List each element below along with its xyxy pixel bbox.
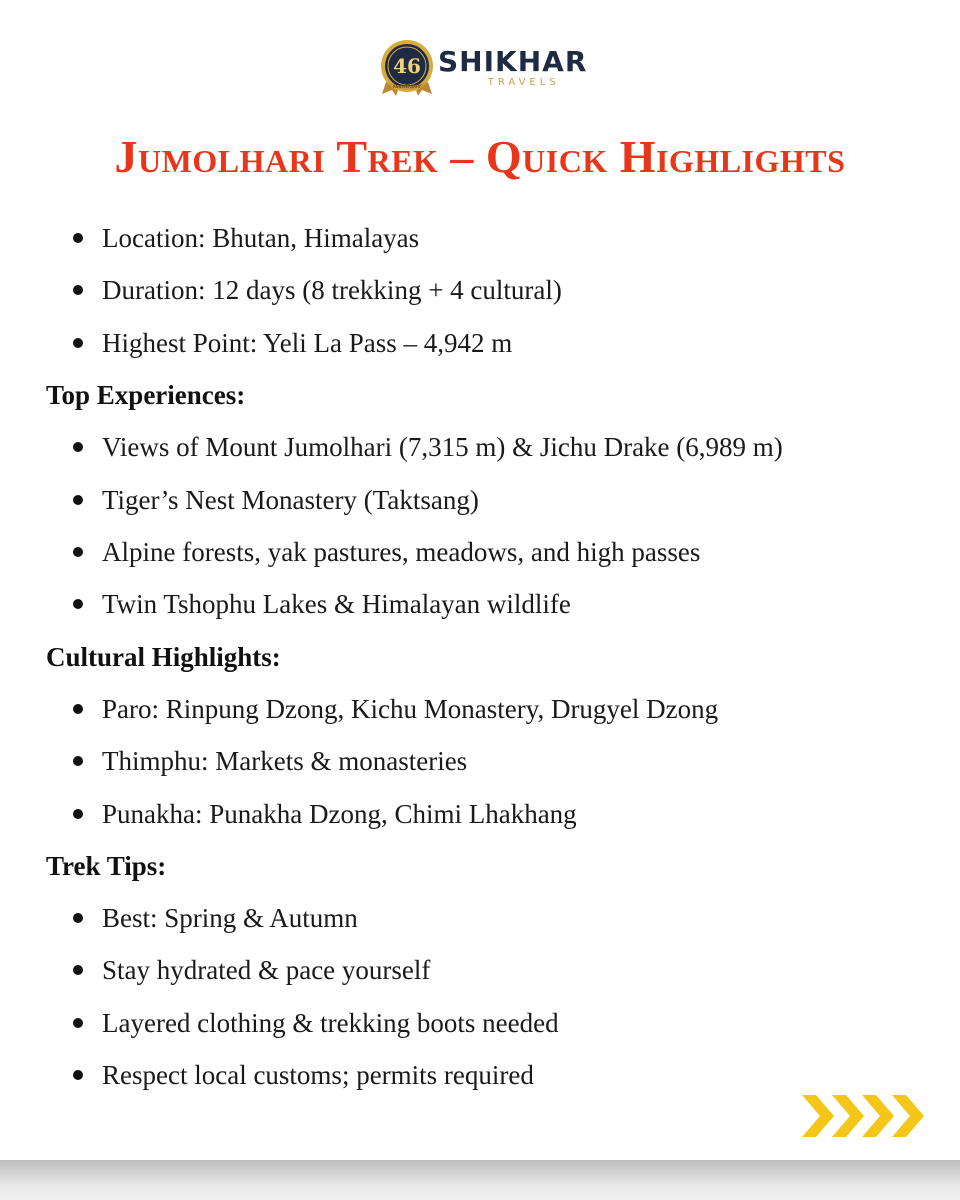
list-item: Highest Point: Yeli La Pass – 4,942 m xyxy=(46,317,940,369)
brand-name: SHIKHAR xyxy=(438,45,588,78)
brand-subtitle: TRAVELS xyxy=(487,77,560,88)
section-heading-top-experiences: Top Experiences: xyxy=(46,380,246,411)
highlights-content xyxy=(46,212,940,1101)
list-item: Layered clothing & trekking boots needed xyxy=(46,997,940,1049)
cultural-highlights-list xyxy=(46,683,940,840)
list-item: Thimphu: Markets & monasteries xyxy=(46,735,940,787)
section-heading-cultural-highlights: Cultural Highlights: xyxy=(46,641,281,672)
list-item: Best: Spring & Autumn xyxy=(46,892,940,944)
list-item: Alpine forests, yak pastures, meadows, and high passes xyxy=(46,526,940,578)
list-item: Punakha: Punakha Dzong, Chimi Lhakhang xyxy=(46,788,940,840)
page-title: Jumolhari Trek – Quick Highlights xyxy=(114,131,846,182)
list-item: Stay hydrated & pace yourself xyxy=(46,944,940,996)
list-item: Location: Bhutan, Himalayas xyxy=(46,212,940,264)
list-item: Respect local customs; permits required xyxy=(46,1049,940,1101)
badge-text: ANNIVERSARY xyxy=(392,84,422,89)
list-item: Paro: Rinpung Dzong, Kichu Monastery, Drugyel Dzong xyxy=(46,683,940,735)
trek-tips-list xyxy=(46,892,940,1102)
list-item: Duration: 12 days (8 trekking + 4 cultural) xyxy=(46,264,940,316)
top-experiences-list xyxy=(46,421,940,631)
list-item: Tiger’s Nest Monastery (Taktsang) xyxy=(46,474,940,526)
brand-logo xyxy=(378,38,587,98)
anniversary-badge-icon xyxy=(378,38,436,98)
intro-list xyxy=(46,212,940,369)
section-heading-trek-tips: Trek Tips: xyxy=(46,850,167,881)
list-item: Twin Tshophu Lakes & Himalayan wildlife xyxy=(46,578,940,630)
list-item: Views of Mount Jumolhari (7,315 m) & Jichu Drake (6,989 m) xyxy=(46,421,940,473)
chevrons-right-icon[interactable] xyxy=(800,1093,928,1139)
badge-number: 46 xyxy=(393,54,421,78)
page-bottom-shadow xyxy=(0,1160,960,1200)
